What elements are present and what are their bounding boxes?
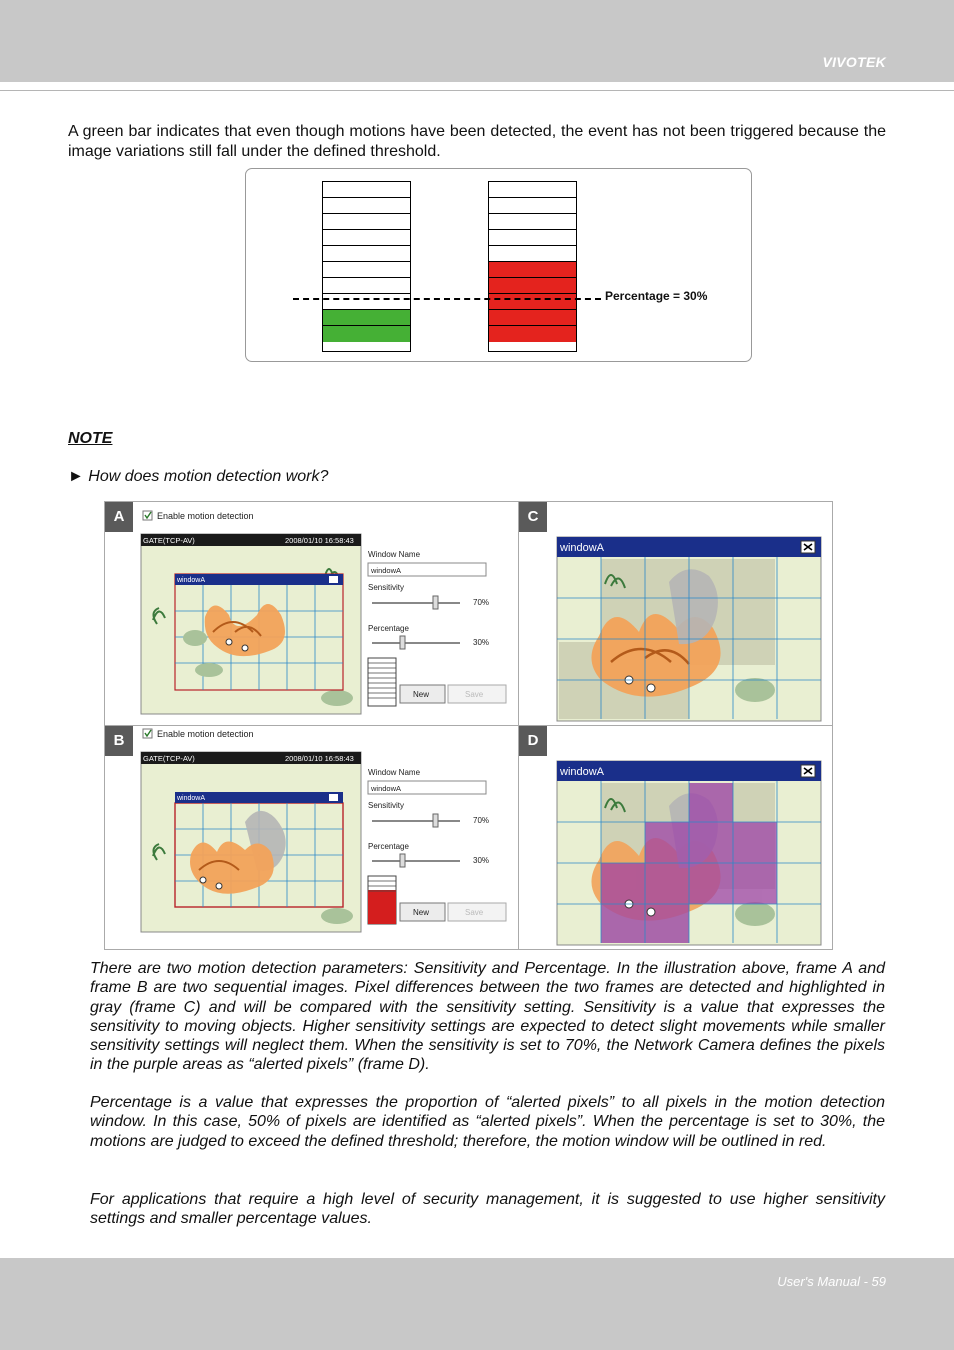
window-title-d: windowA xyxy=(560,766,605,778)
note-question: ► How does motion detection work? xyxy=(68,468,329,485)
svg-text:Window Name: Window Name xyxy=(368,768,421,777)
svg-text:windowA: windowA xyxy=(177,577,206,584)
bar-cell xyxy=(489,230,576,246)
page-number: User's Manual - 59 xyxy=(777,1274,886,1289)
bar-cell xyxy=(489,214,576,230)
frame-b-screenshot xyxy=(105,726,519,950)
page-header xyxy=(0,0,954,82)
bar-cell xyxy=(489,262,576,278)
bar-cell xyxy=(323,262,410,278)
frame-d-screenshot xyxy=(519,726,833,950)
svg-text:windowA: windowA xyxy=(177,795,206,802)
page-footer xyxy=(0,1258,954,1350)
svg-text:Save: Save xyxy=(465,908,484,917)
svg-text:Sensitivity: Sensitivity xyxy=(368,801,405,810)
bar-cell xyxy=(323,198,410,214)
enable-label-b: Enable motion detection xyxy=(157,729,254,739)
svg-text:70%: 70% xyxy=(473,598,490,607)
svg-text:New: New xyxy=(413,908,430,917)
svg-text:GATE(TCP-AV): GATE(TCP-AV) xyxy=(143,536,195,545)
bar-cell xyxy=(323,326,410,342)
svg-text:Percentage: Percentage xyxy=(368,624,409,633)
frame-tag-a: A xyxy=(105,502,133,532)
bar-cell xyxy=(323,182,410,198)
svg-text:2008/01/10 16:58:43: 2008/01/10 16:58:43 xyxy=(285,754,354,763)
frame-a xyxy=(105,502,519,726)
svg-text:30%: 30% xyxy=(473,856,490,865)
body-paragraph-1: There are two motion detection parameters: Sensitivity and Percentage. In the illustration above, frame A and frame B are two sequential images. Pixel differences between the two frames are detected and highlighted in gray (frame C) and will be compared with the sensitivity setting. Sensitivity is a value that expresses the sensitivity to moving objects. Higher sensitivity settings are expected to detect slight movements while smaller sensitivity settings will neglect them. When the sensitivity is set to 70%, the Network Camera defines the pixels in the purple areas as “alerted pixels” (frame D). xyxy=(90,960,885,1074)
bar-cell xyxy=(323,310,410,326)
threshold-line xyxy=(293,298,601,300)
window-title-c: windowA xyxy=(560,542,605,554)
bar-cell xyxy=(489,294,576,310)
frame-c xyxy=(519,502,833,726)
bar-cell xyxy=(323,246,410,262)
motion-frames-figure xyxy=(104,501,833,950)
note-title: NOTE xyxy=(68,430,113,447)
bar-cell xyxy=(323,230,410,246)
red-bar xyxy=(488,181,577,352)
svg-text:windowA: windowA xyxy=(371,784,402,793)
bar-cell xyxy=(489,198,576,214)
svg-text:70%: 70% xyxy=(473,816,490,825)
threshold-label: Percentage = 30% xyxy=(605,289,708,303)
header-divider xyxy=(0,90,954,91)
svg-text:Window Name: Window Name xyxy=(368,550,421,559)
body-paragraph-2: Percentage is a value that expresses the proportion of “alerted pixels” to all pixels in the motion detection window. In this case, 50% of pixels are identified as “alerted pixels”. When the percentage is set to 30%, the motions are judged to exceed the defined threshold; therefore, the motion window will be outlined in red. xyxy=(90,1094,885,1150)
green-bar xyxy=(322,181,411,352)
intro-paragraph: A green bar indicates that even though motions have been detected, the event has not been triggered because the image variations still fall under the defined threshold. xyxy=(68,123,886,160)
svg-text:Save: Save xyxy=(465,690,484,699)
frame-a-screenshot xyxy=(105,502,519,726)
svg-text:New: New xyxy=(413,690,430,699)
bar-cell xyxy=(489,246,576,262)
frame-tag-c: C xyxy=(519,502,547,532)
body-paragraph-3: For applications that require a high level of security management, it is suggested to use higher sensitivity settings and smaller percentage values. xyxy=(90,1191,885,1228)
svg-text:Sensitivity: Sensitivity xyxy=(368,583,405,592)
frame-tag-b: B xyxy=(105,726,133,756)
frame-c-screenshot xyxy=(519,502,833,726)
bar-cell xyxy=(489,182,576,198)
bar-cell xyxy=(323,278,410,294)
bar-cell xyxy=(489,326,576,342)
svg-text:Percentage: Percentage xyxy=(368,842,409,851)
frame-tag-d: D xyxy=(519,726,547,756)
frame-b xyxy=(105,726,519,950)
brand-logo-text: VIVOTEK xyxy=(822,54,886,70)
bar-cell xyxy=(489,278,576,294)
svg-text:2008/01/10 16:58:43: 2008/01/10 16:58:43 xyxy=(285,536,354,545)
bar-cell xyxy=(489,310,576,326)
svg-text:windowA: windowA xyxy=(371,566,402,575)
svg-text:30%: 30% xyxy=(473,638,490,647)
svg-text:GATE(TCP-AV): GATE(TCP-AV) xyxy=(143,754,195,763)
threshold-bar-diagram xyxy=(245,168,752,362)
enable-label-a: Enable motion detection xyxy=(157,511,254,521)
bar-cell xyxy=(323,214,410,230)
bar-cell xyxy=(323,294,410,310)
frame-d xyxy=(519,726,833,950)
